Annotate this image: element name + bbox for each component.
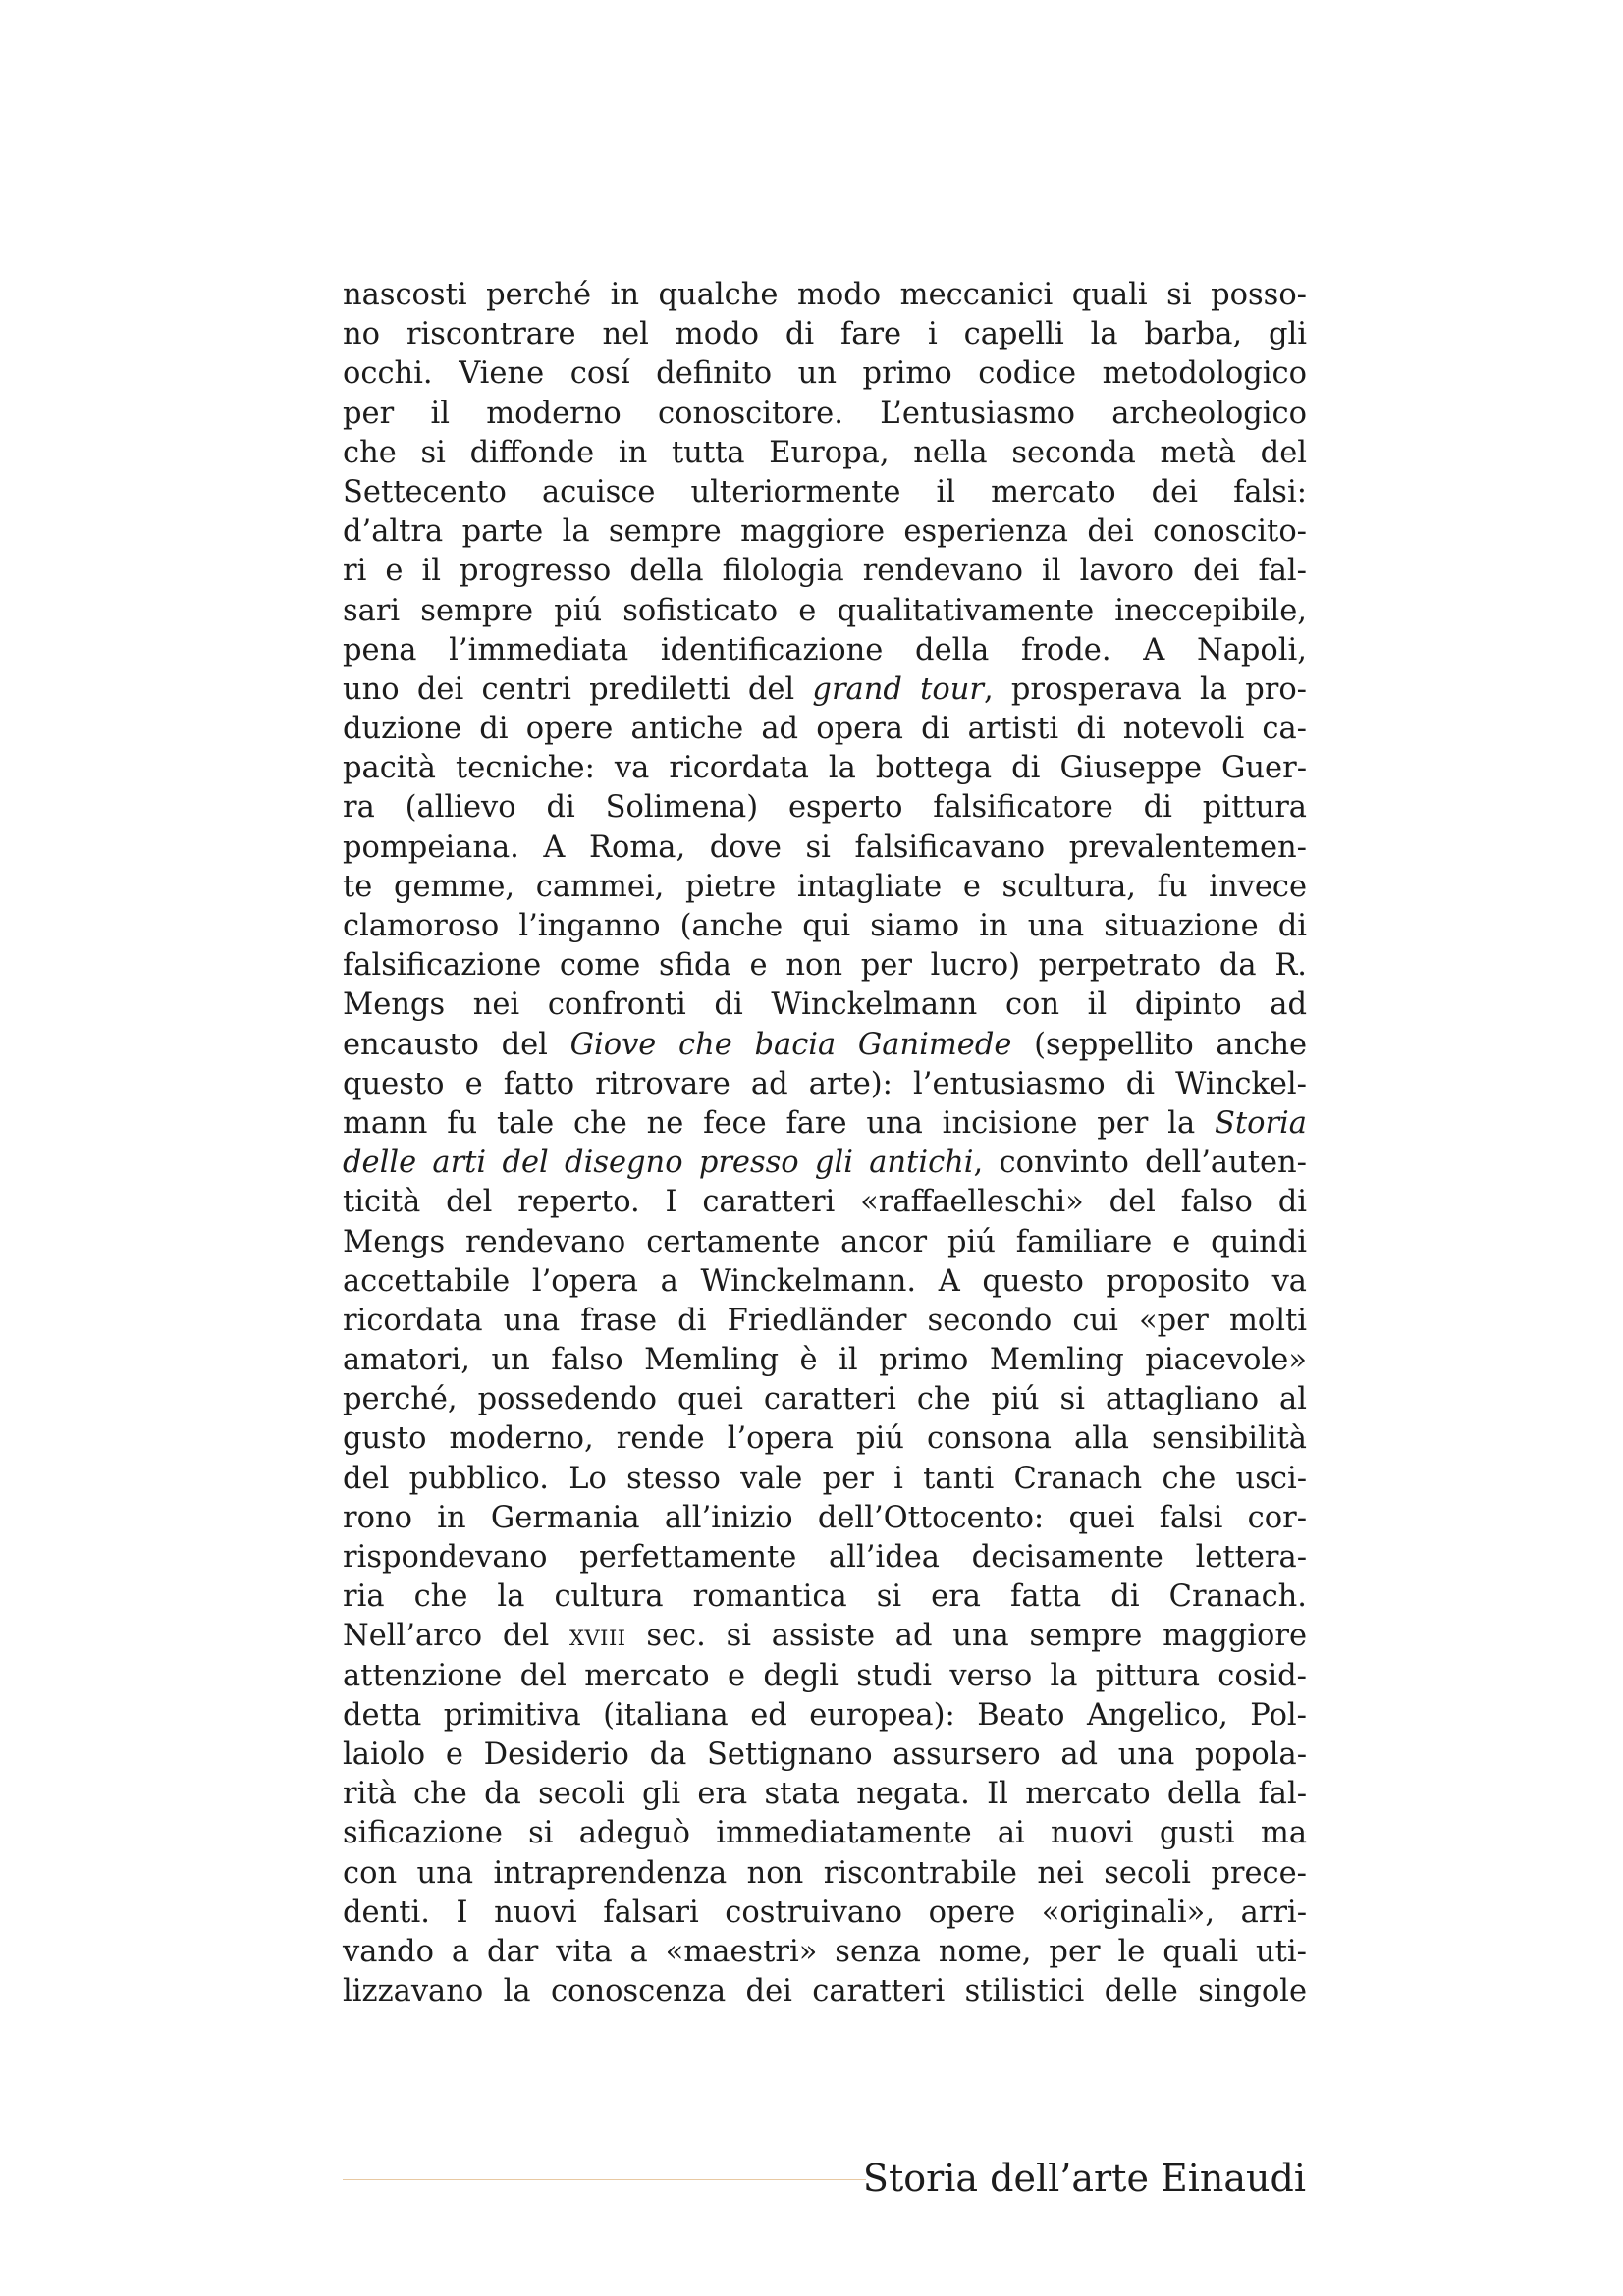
- footer-publication-title: Storia dell’arte Einaudi: [862, 2157, 1306, 2200]
- text-run: mann fu tale che ne fece fare una incisione per la: [343, 1105, 1215, 1141]
- text-run: falsificazione come sfida e non per lucro) perpetrato da R.: [343, 948, 1307, 984]
- text-line: [343, 1223, 1307, 1262]
- text-run: , prosperava la pro-: [983, 671, 1307, 707]
- text-line: [343, 670, 1307, 710]
- text-line: [343, 1814, 1307, 1853]
- text-line: [343, 1577, 1307, 1617]
- text-run: pompeiana. A Roma, dove si falsificavano prevalentemen-: [343, 829, 1307, 865]
- italic-title: delle arti del disegno presso gli antichi: [343, 1146, 974, 1181]
- text-line: [343, 631, 1307, 670]
- text-run: pacità tecniche: va ricordata la bottega di Giuseppe Guer-: [343, 751, 1307, 786]
- text-line: [343, 395, 1307, 434]
- text-line: [343, 1499, 1307, 1538]
- text-run: , convinto dell’auten-: [973, 1146, 1307, 1181]
- text-line: [343, 946, 1307, 986]
- text-line: [343, 749, 1307, 788]
- text-line: [343, 592, 1307, 631]
- body-text: [343, 276, 1307, 2011]
- text-run: ricordata una frase di Friedländer secondo cui «per molti: [343, 1303, 1307, 1338]
- text-line: [343, 1065, 1307, 1104]
- text-line: [343, 1538, 1307, 1577]
- text-run: attenzione del mercato e degli studi verso la pittura cosid-: [343, 1658, 1307, 1693]
- text-line: [343, 473, 1307, 512]
- text-run: Settecento acuisce ulteriormente il mercato dei falsi:: [343, 474, 1307, 509]
- text-run: sari sempre piú sofisticato e qualitativamente ineccepibile,: [343, 593, 1307, 628]
- text-line: [343, 1617, 1307, 1656]
- text-line: [343, 1262, 1307, 1302]
- text-run: detta primitiva (italiana ed europea): Beato Angelico, Pol-: [343, 1697, 1307, 1733]
- text-run: nascosti perché in qualche modo meccanici quali si posso-: [343, 278, 1307, 312]
- text-run: vando a dar vita a «maestri» senza nome, per le quali uti-: [343, 1934, 1307, 1969]
- text-line: [343, 828, 1307, 868]
- text-run: (seppellito anche: [1011, 1027, 1308, 1062]
- text-run: laiolo e Desiderio da Settignano assursero ad una popola-: [343, 1736, 1307, 1772]
- text-run: occhi. Viene cosí definito un primo codice metodologico: [343, 356, 1307, 392]
- text-run: perché, possedendo quei caratteri che piú si attagliano al: [343, 1382, 1307, 1417]
- italic-title: Storia: [1214, 1105, 1307, 1141]
- text-run: che si diffonde in tutta Europa, nella seconda metà del: [343, 435, 1307, 470]
- text-line: [343, 354, 1307, 394]
- text-line: [343, 1302, 1307, 1341]
- text-run: d’altra parte la sempre maggiore esperienza dei conoscito-: [343, 514, 1307, 550]
- text-line: [343, 788, 1307, 828]
- text-line: [343, 986, 1307, 1025]
- text-run: duzione di opere antiche ad opera di artisti di notevoli ca-: [343, 712, 1307, 747]
- text-line: [343, 1104, 1307, 1144]
- text-line: [343, 1933, 1307, 1972]
- text-line: [343, 1696, 1307, 1735]
- text-run: clamoroso l’inganno (anche qui siamo in una situazione di: [343, 909, 1307, 943]
- text-run: sec. si assiste ad una sempre maggiore: [625, 1619, 1307, 1654]
- text-run: ticità del reperto. I caratteri «raffaelleschi» del falso di: [343, 1185, 1307, 1220]
- text-run: rono in Germania all’inizio dell’Ottocento: quei falsi cor-: [343, 1500, 1307, 1535]
- italic-title: Giove che bacia Ganimede: [569, 1027, 1012, 1062]
- text-line: [343, 1460, 1307, 1499]
- text-run: Mengs nei confronti di Winckelmann con il dipinto ad: [343, 988, 1307, 1023]
- text-line: [343, 1972, 1307, 2011]
- text-line: [343, 1419, 1307, 1459]
- text-line: [343, 315, 1307, 354]
- text-run: ria che la cultura romantica si era fatta di Cranach.: [343, 1579, 1307, 1615]
- text-run: per il moderno conoscitore. L’entusiasmo archeologico: [343, 396, 1307, 431]
- text-line: [343, 276, 1307, 315]
- text-run: lizzavano la conoscenza dei caratteri stilistici delle singole: [343, 1974, 1307, 2009]
- text-run: uno dei centri prediletti del: [343, 671, 813, 707]
- text-line: [343, 1341, 1307, 1380]
- text-run: accettabile l’opera a Winckelmann. A questo proposito va: [343, 1263, 1307, 1299]
- text-line: [343, 1144, 1307, 1183]
- text-run: rità che da secoli gli era stata negata. Il mercato della fal-: [343, 1777, 1307, 1812]
- text-line: [343, 1854, 1307, 1894]
- text-run: gusto moderno, rende l’opera piú consona alla sensibilità: [343, 1421, 1307, 1457]
- text-line: [343, 512, 1307, 552]
- text-run: Mengs rendevano certamente ancor piú familiare e quindi: [343, 1224, 1307, 1259]
- text-line: [343, 1183, 1307, 1222]
- italic-title: grand tour: [812, 671, 984, 707]
- text-run: ri e il progresso della filologia rendevano il lavoro dei fal-: [343, 554, 1307, 589]
- text-line: [343, 1657, 1307, 1696]
- text-line: [343, 868, 1307, 907]
- roman-numeral: xviii: [569, 1619, 626, 1654]
- text-line: [343, 1735, 1307, 1775]
- text-line: [343, 1026, 1307, 1065]
- footer-rule: [343, 2179, 866, 2180]
- text-run: ra (allievo di Solimena) esperto falsificatore di pittura: [343, 790, 1307, 826]
- text-run: pena l’immediata identificazione della frode. A Napoli,: [343, 632, 1307, 667]
- text-line: [343, 552, 1307, 591]
- text-line: [343, 1380, 1307, 1419]
- text-run: te gemme, cammei, pietre intagliate e scultura, fu invece: [343, 869, 1307, 904]
- text-line: [343, 434, 1307, 473]
- text-line: [343, 907, 1307, 946]
- text-run: Nell’arco del: [343, 1619, 570, 1654]
- text-run: no riscontrare nel modo di fare i capelli la barba, gli: [343, 317, 1307, 352]
- text-run: con una intraprendenza non riscontrabile nei secoli prece-: [343, 1855, 1307, 1891]
- text-run: encausto del: [343, 1027, 570, 1062]
- text-line: [343, 1775, 1307, 1814]
- text-run: questo e fatto ritrovare ad arte): l’entusiasmo di Winckel-: [343, 1066, 1307, 1101]
- text-line: [343, 710, 1307, 749]
- text-run: rispondevano perfettamente all’idea decisamente lettera-: [343, 1540, 1307, 1575]
- text-run: denti. I nuovi falsari costruivano opere «originali», arri-: [343, 1895, 1307, 1930]
- text-run: del pubblico. Lo stesso vale per i tanti Cranach che usci-: [343, 1461, 1307, 1496]
- text-line: [343, 1894, 1307, 1933]
- text-run: amatori, un falso Memling è il primo Memling piacevole»: [343, 1343, 1307, 1378]
- text-run: sificazione si adeguò immediatamente ai nuovi gusti ma: [343, 1816, 1307, 1851]
